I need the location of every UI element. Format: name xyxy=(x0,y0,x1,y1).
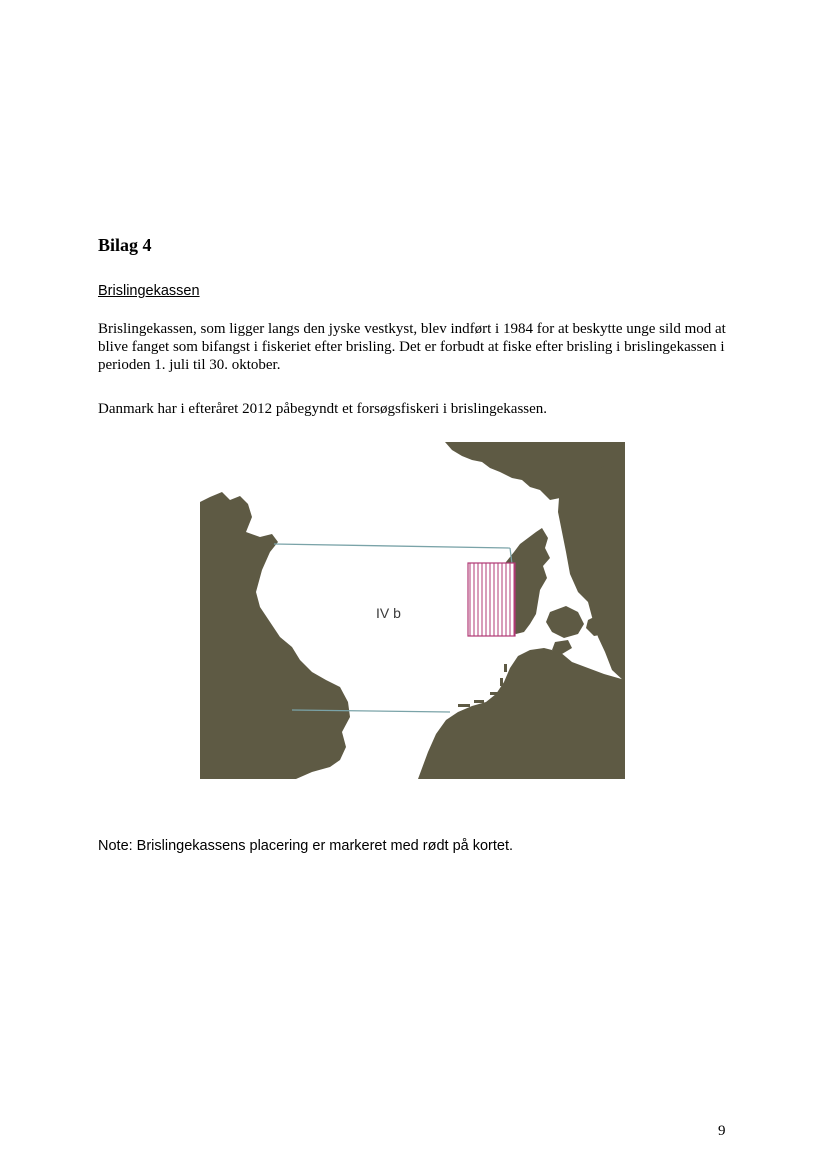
brislingekassen-box xyxy=(468,563,515,636)
north-sea-map xyxy=(200,442,625,779)
section-subheading: Brislingekassen xyxy=(98,283,200,299)
page-number: 9 xyxy=(718,1123,726,1139)
body-paragraph-2: Danmark har i efteråret 2012 påbegyndt et forsøgsfiskeri i brislingekassen. xyxy=(98,401,548,417)
map-note: Note: Brislingekassens placering er markeret med rødt på kortet. xyxy=(98,838,514,854)
area-label: IV b xyxy=(376,605,401,621)
appendix-heading: Bilag 4 xyxy=(98,235,152,255)
body-paragraph-1: Brislingekassen, som ligger langs den jyske vestkyst, blev indført i 1984 for at beskytte unge sild mod at blive fanget som bifangst i fiskeriet efter brisling. Det er forbudt at fiske efter brisling i brislingekassen i perioden 1. juli til 30. oktober. xyxy=(98,321,726,373)
